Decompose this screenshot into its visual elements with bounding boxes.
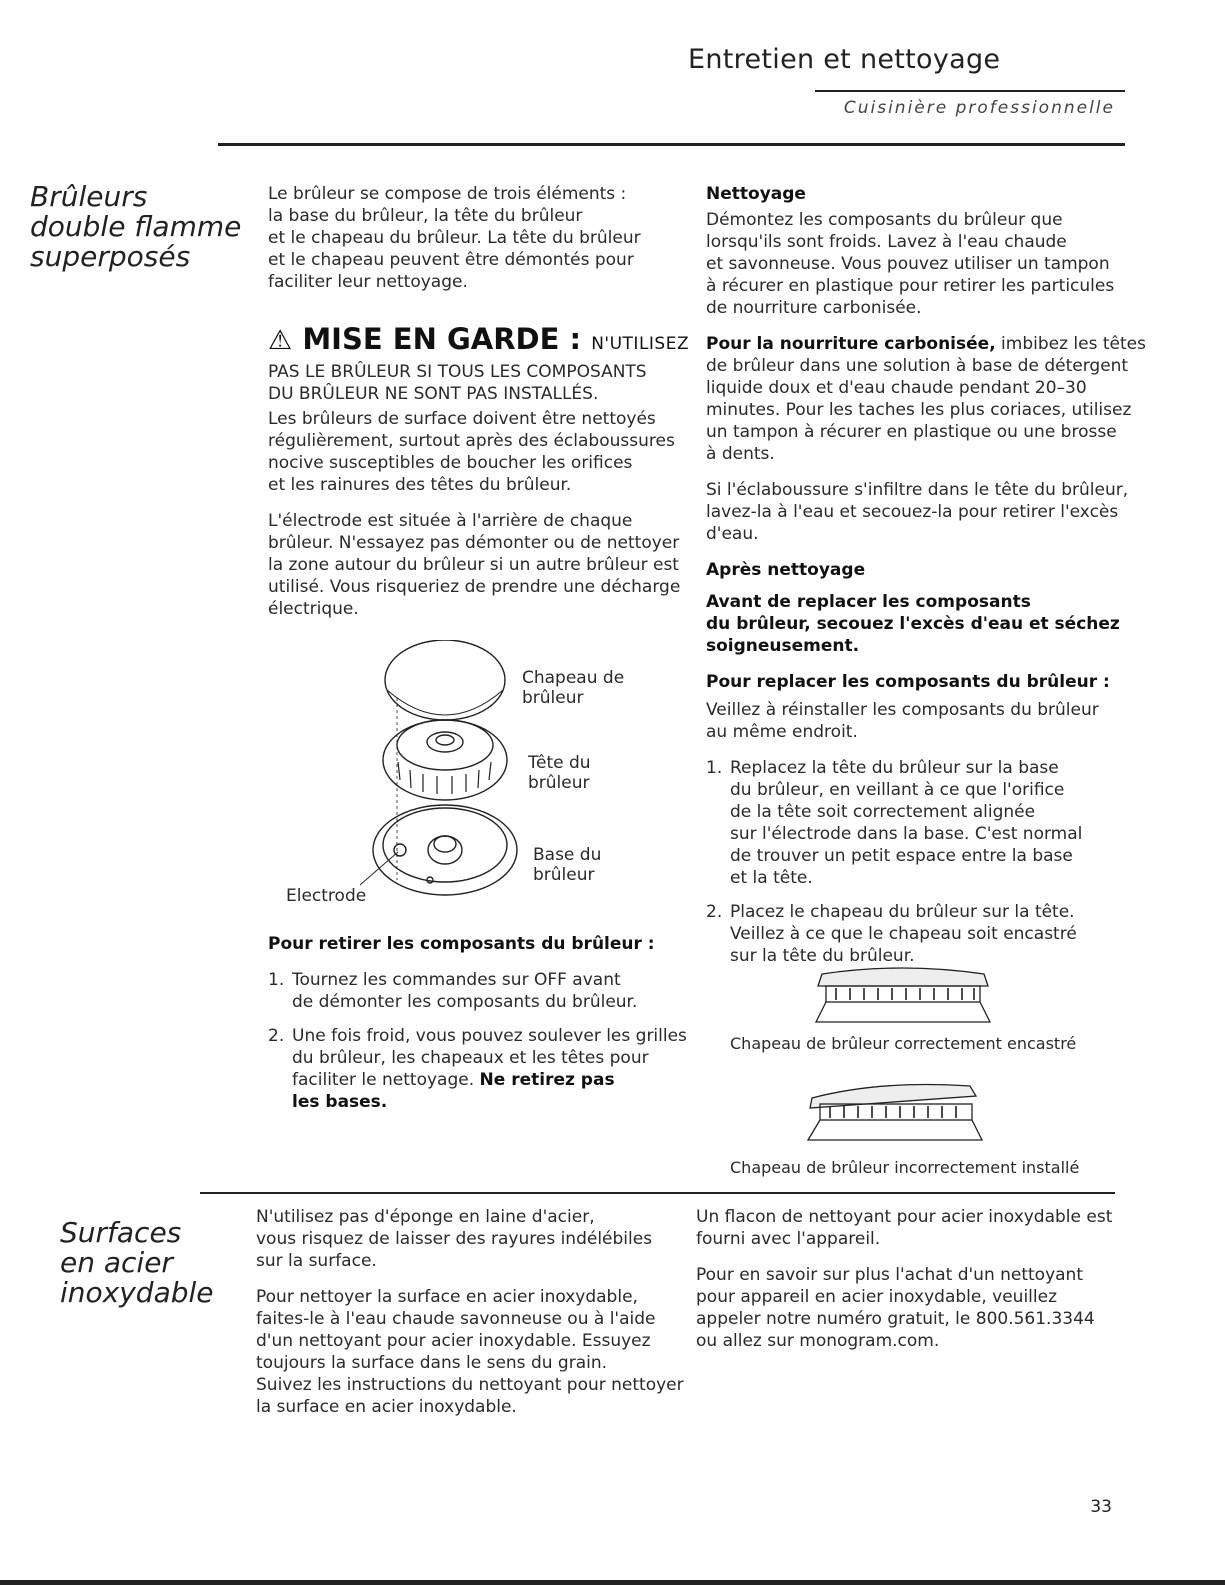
text-line: Si l'éclaboussure s'infiltre dans le tête du brûleur,: [706, 480, 1129, 500]
step-number: 1.: [706, 758, 723, 778]
text-line: L'électrode est située à l'arrière de chaque: [268, 511, 633, 531]
page-header-title: Entretien et nettoyage: [688, 44, 1001, 75]
bold-text: Pour la nourriture carbonisée,: [706, 334, 996, 354]
caption-cap-correct: Chapeau de brûleur correctement encastré: [730, 1034, 1077, 1053]
section-title-line: Surfaces: [60, 1216, 182, 1249]
text-line: Pour en savoir sur plus l'achat d'un nettoyant: [696, 1265, 1083, 1285]
text-line: sur la surface.: [256, 1251, 377, 1271]
text-line: Les brûleurs de surface doivent être nettoyés: [268, 409, 656, 429]
text-line: la surface en acier inoxydable.: [256, 1397, 517, 1417]
warning-text: DU BRÛLEUR NE SONT PAS INSTALLÉS.: [268, 384, 599, 404]
text-line: lorsqu'ils sont froids. Lavez à l'eau chaude: [706, 232, 1067, 252]
text-line: à dents.: [706, 444, 775, 464]
text-line: ou allez sur monogram.com.: [696, 1331, 940, 1351]
remove-heading: Pour retirer les composants du brûleur :: [268, 934, 655, 954]
warning-text: PAS LE BRÛLEUR SI TOUS LES COMPOSANTS: [268, 362, 647, 382]
text-line: lavez-la à l'eau et secouez-la pour retirer l'excès: [706, 502, 1119, 522]
text-line: de nourriture carbonisée.: [706, 298, 922, 318]
section-title-line: Brûleurs: [30, 180, 148, 213]
warning-heading: MISE EN GARDE :: [302, 322, 582, 356]
text-line: Veillez à ce que le chapeau soit encastré: [730, 924, 1077, 944]
stainless-right-column: [696, 1206, 1116, 1366]
text-line: et les rainures des têtes du brûleur.: [268, 475, 572, 495]
section-title-line: double flamme: [30, 210, 242, 243]
section-title-stainless: [60, 1218, 214, 1308]
page-number: 33: [1090, 1497, 1112, 1517]
text-line: à récurer en plastique pour retirer les particules: [706, 276, 1115, 296]
label-line: brûleur: [533, 865, 595, 885]
text-line: un tampon à récurer en plastique ou une brosse: [706, 422, 1117, 442]
text-line: de trouver un petit espace entre la base: [730, 846, 1073, 866]
burner-exploded-diagram: [360, 640, 530, 910]
text-line: Un flacon de nettoyant pour acier inoxydable est: [696, 1207, 1113, 1227]
cleaning-column: [706, 183, 1146, 979]
text-line: pour appareil en acier inoxydable, veuillez: [696, 1287, 1058, 1307]
cap-correct-diagram: [812, 966, 992, 1028]
label-line: Base du: [533, 845, 602, 865]
text-line: liquide doux et d'eau chaude pendant 20–30: [706, 378, 1087, 398]
bold-text: les bases.: [292, 1092, 388, 1112]
burner-intro: [268, 183, 688, 307]
text-line: Le brûleur se compose de trois éléments :: [268, 184, 627, 204]
bold-text: soigneusement.: [706, 636, 860, 656]
list-item: [706, 757, 1126, 889]
text-line: Suivez les instructions du nettoyant pour nettoyer: [256, 1375, 684, 1395]
section-title-line: inoxydable: [60, 1276, 214, 1309]
after-cleaning-heading: Après nettoyage: [706, 560, 866, 580]
text-line: toujours la surface dans le sens du grain.: [256, 1353, 608, 1373]
text-line: d'eau.: [706, 524, 759, 544]
warning-block: [268, 322, 688, 405]
text-line: utilisé. Vous risqueriez de prendre une décharge: [268, 577, 681, 597]
text-line: et le chapeau du brûleur. La tête du brûleur: [268, 228, 641, 248]
text-line: brûleur. N'essayez pas démonter ou de nettoyer: [268, 533, 680, 553]
step-number: 2.: [268, 1026, 285, 1046]
text-line: appeler notre numéro gratuit, le 800.561.3344: [696, 1309, 1095, 1329]
list-item: [268, 1025, 688, 1113]
text-line: de démonter les composants du brûleur.: [292, 992, 638, 1012]
caption-cap-incorrect: Chapeau de brûleur incorrectement installé: [730, 1158, 1080, 1177]
text-line: Tournez les commandes sur OFF avant: [292, 970, 621, 990]
step-number: 2.: [706, 902, 723, 922]
text-line: fourni avec l'appareil.: [696, 1229, 881, 1249]
text-line: de la tête soit correctement alignée: [730, 802, 1036, 822]
label-burner-base: [533, 845, 601, 885]
text-line: faciliter le nettoyage.: [292, 1070, 475, 1090]
text-line: Veillez à réinstaller les composants du brûleur: [706, 700, 1099, 720]
text-line: et la tête.: [730, 868, 813, 888]
stainless-left-column: [256, 1206, 686, 1432]
remove-steps-list: [268, 969, 688, 1113]
text-line: Replacez la tête du brûleur sur la base: [730, 758, 1059, 778]
cleaning-heading: Nettoyage: [706, 184, 806, 204]
bold-text: du brûleur, secouez l'excès d'eau et séchez: [706, 614, 1120, 634]
text-line: régulièrement, surtout après des éclaboussures: [268, 431, 675, 451]
text-line: au même endroit.: [706, 722, 858, 742]
text-line: vous risquez de laisser des rayures indélébiles: [256, 1229, 653, 1249]
label-line: Chapeau de: [522, 668, 625, 688]
label-line: brûleur: [522, 688, 584, 708]
step-number: 1.: [268, 970, 285, 990]
section-title-burners: [30, 182, 241, 272]
text-line: du brûleur, en veillant à ce que l'orifice: [730, 780, 1065, 800]
text-line: N'utilisez pas d'éponge en laine d'acier,: [256, 1207, 595, 1227]
section-title-line: superposés: [30, 240, 191, 273]
list-item: [268, 969, 688, 1013]
label-burner-cap: [522, 668, 624, 708]
remove-components: [268, 933, 688, 1125]
text-line: d'un nettoyant pour acier inoxydable. Essuyez: [256, 1331, 651, 1351]
text-line: la base du brûleur, la tête du brûleur: [268, 206, 583, 226]
text-line: sur l'électrode dans la base. C'est normal: [730, 824, 1083, 844]
header-divider: [218, 143, 1125, 146]
burner-cap-shape: [385, 640, 505, 720]
replace-heading: Pour replacer les composants du brûleur :: [706, 672, 1110, 692]
page-bottom-edge: [0, 1580, 1225, 1585]
text-line: Pour nettoyer la surface en acier inoxydable,: [256, 1287, 638, 1307]
text-line: nocive susceptibles de boucher les orifices: [268, 453, 633, 473]
label-line: brûleur: [528, 773, 590, 793]
page-header-subtitle: Cuisinière professionnelle: [843, 98, 1115, 118]
cap-incorrect-diagram: [800, 1080, 985, 1144]
text-line: et le chapeau peuvent être démontés pour: [268, 250, 634, 270]
text-line: du brûleur, les chapeaux et les têtes pour: [292, 1048, 649, 1068]
warning-first-word: N'UTILISEZ: [591, 334, 690, 354]
bold-text: Ne retirez pas: [479, 1070, 615, 1090]
text-line: minutes. Pour les taches les plus coriaces, utilisez: [706, 400, 1132, 420]
text-line: faites-le à l'eau chaude savonneuse ou à l'aide: [256, 1309, 656, 1329]
text-line: Placez le chapeau du brûleur sur la tête.: [730, 902, 1075, 922]
section-title-line: en acier: [60, 1246, 173, 1279]
section-divider: [200, 1192, 1115, 1194]
text-line: faciliter leur nettoyage.: [268, 272, 468, 292]
label-line: Tête du: [528, 753, 591, 773]
label-electrode: Electrode: [286, 886, 367, 906]
header-rule: [815, 90, 1125, 92]
text-line: électrique.: [268, 599, 359, 619]
text-line: de brûleur dans une solution à base de détergent: [706, 356, 1129, 376]
label-burner-head: [528, 753, 591, 793]
replace-steps-list: [706, 757, 1126, 967]
burner-cleaning-para: [268, 408, 688, 634]
text-line: sur la tête du brûleur.: [730, 946, 915, 966]
text-line: la zone autour du brûleur si un autre brûleur est: [268, 555, 679, 575]
list-item: [706, 901, 1126, 967]
text-line: imbibez les têtes: [995, 334, 1146, 354]
warning-icon: ⚠: [268, 325, 293, 356]
text-line: Démontez les composants du brûleur que: [706, 210, 1063, 230]
text-line: Une fois froid, vous pouvez soulever les grilles: [292, 1026, 687, 1046]
bold-text: Avant de replacer les composants: [706, 592, 1031, 612]
text-line: et savonneuse. Vous pouvez utiliser un tampon: [706, 254, 1110, 274]
